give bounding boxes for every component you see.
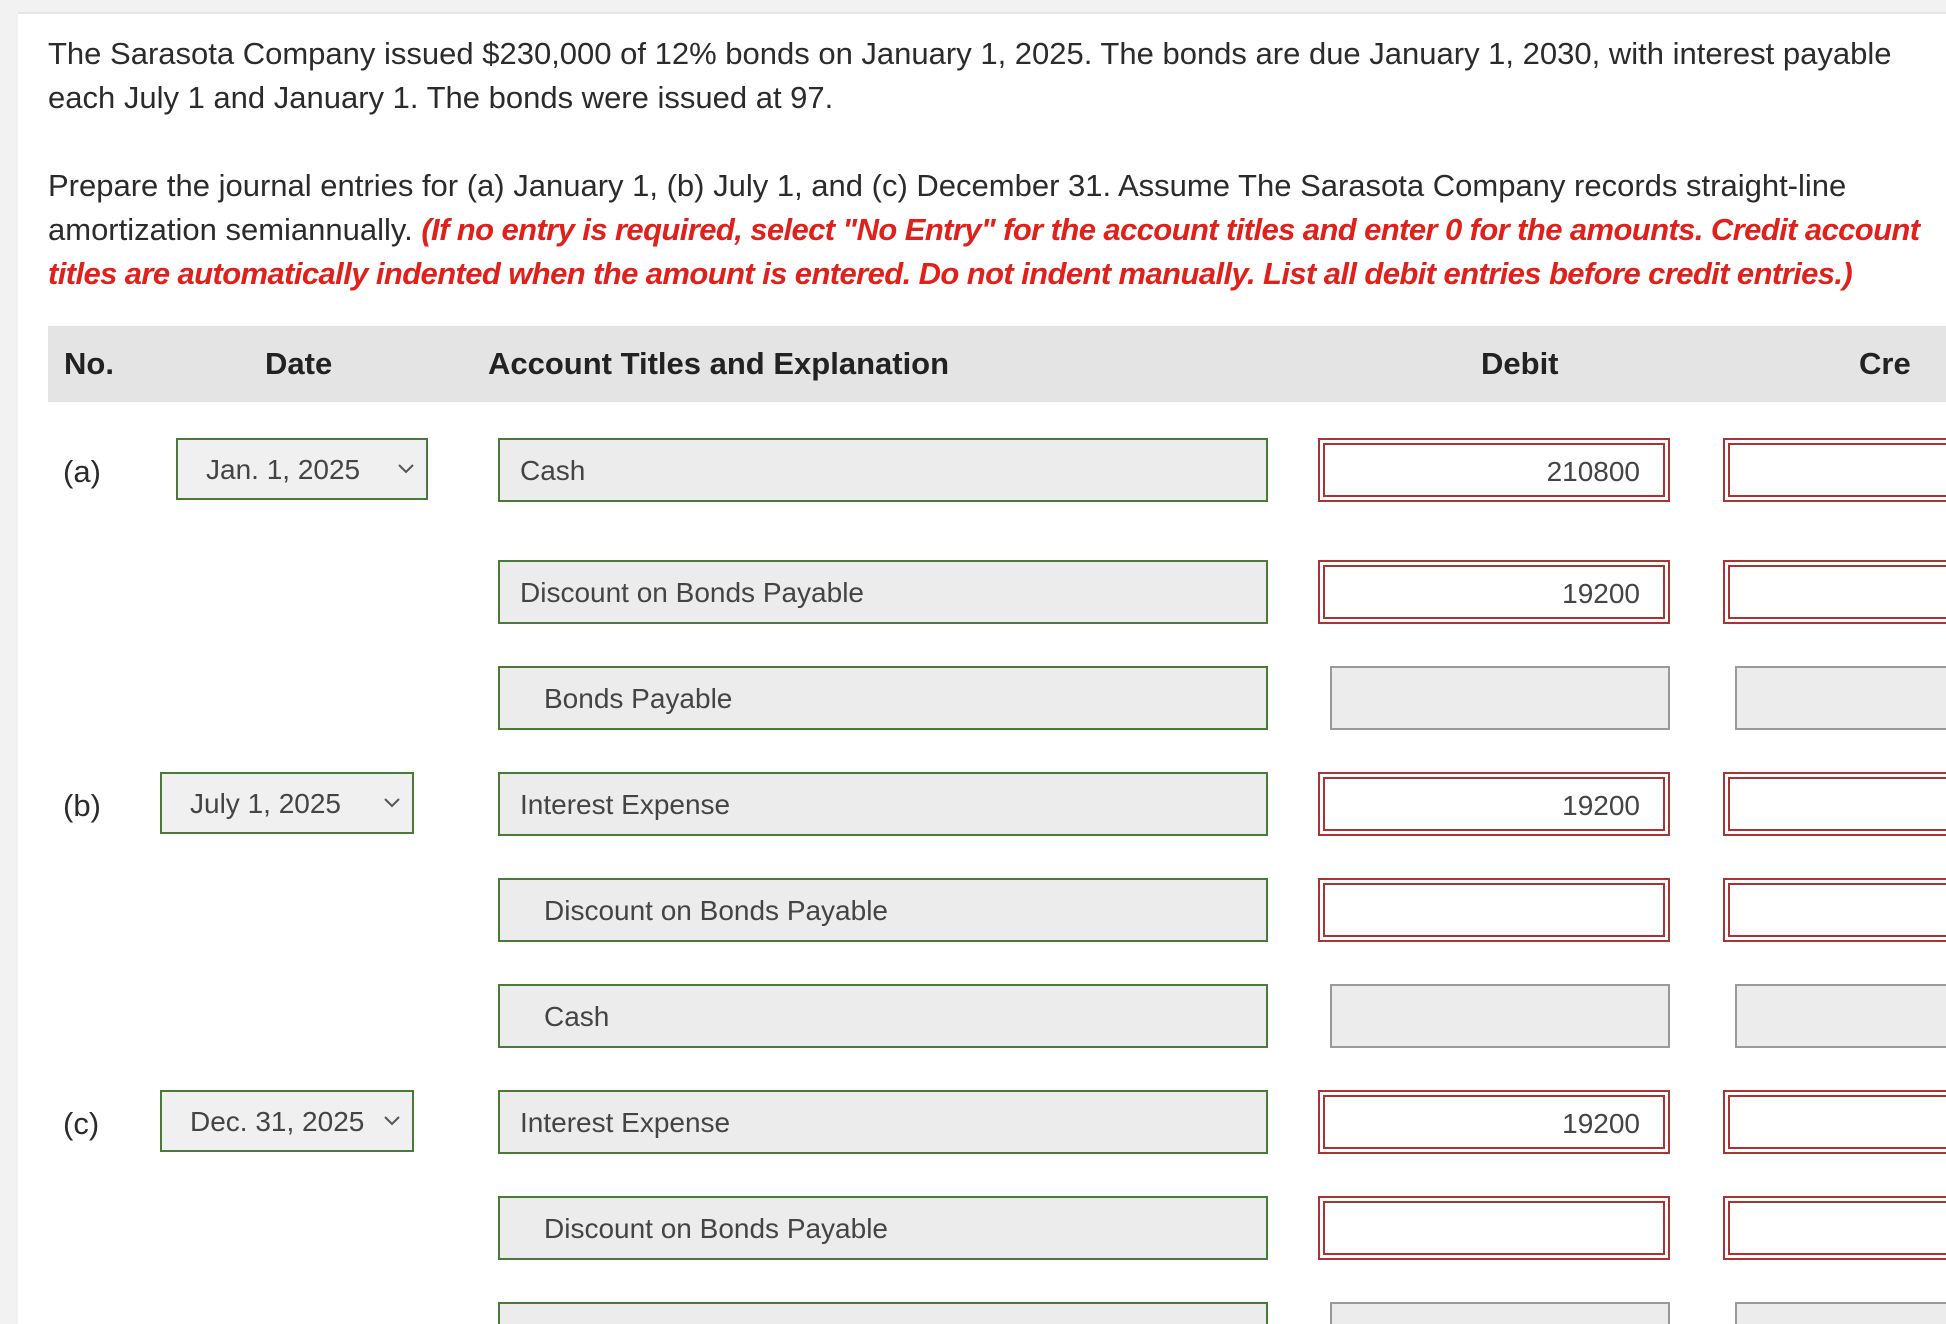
- account-text: Discount on Bonds Payable: [544, 1213, 888, 1244]
- entry-a-line1-credit[interactable]: [1723, 438, 1946, 502]
- problem-statement: The Sarasota Company issued $230,000 of 12% bonds on January 1, 2025. The bonds are due January 1, 2030, with interest payable each July 1 and January 1. The bonds were issued at 97.: [48, 36, 1892, 115]
- entry-c-line1-account[interactable]: [498, 1090, 1268, 1154]
- entry-b-line2-debit[interactable]: [1318, 878, 1670, 942]
- entry-b-line1-account[interactable]: [498, 772, 1268, 836]
- entry-b-label: (b): [63, 788, 101, 823]
- entry-c-line3-debit[interactable]: [1330, 1302, 1670, 1324]
- entry-a-line3-credit[interactable]: [1735, 666, 1946, 730]
- entry-b-line3-debit[interactable]: [1330, 984, 1670, 1048]
- entry-c-date-select[interactable]: [160, 1090, 414, 1152]
- account-text: Interest Expense: [520, 789, 731, 820]
- entry-b-line3-account[interactable]: [498, 984, 1268, 1048]
- debit-value: 210800: [1546, 456, 1640, 487]
- account-text: Bonds Payable: [544, 683, 733, 714]
- entry-c-line1-debit[interactable]: [1318, 1090, 1670, 1154]
- entry-b-line1-credit[interactable]: [1723, 772, 1946, 836]
- account-text: Discount on Bonds Payable: [544, 895, 888, 926]
- page: [18, 12, 1946, 1324]
- entry-c-line3-credit[interactable]: [1735, 1302, 1946, 1324]
- chevron-down-icon: [396, 462, 416, 476]
- chevron-down-icon: [382, 796, 402, 810]
- entry-a-line1-debit[interactable]: [1318, 438, 1670, 502]
- entry-a-line2-account[interactable]: [498, 560, 1268, 624]
- header-date: Date: [265, 346, 333, 381]
- table-header: [48, 326, 1946, 402]
- debit-value: 19200: [1562, 578, 1640, 609]
- header-credit: Cre: [1859, 346, 1911, 381]
- entry-a-line3-debit[interactable]: [1330, 666, 1670, 730]
- entry-a-line2-debit[interactable]: [1318, 560, 1670, 624]
- chevron-down-icon: [382, 1114, 402, 1128]
- entry-b-line2-credit[interactable]: [1723, 878, 1946, 942]
- instructions-text: Prepare the journal entries for (a) January 1, (b) July 1, and (c) December 31. Assume The Sarasota Company records straight-line amortization semiannually.: [48, 168, 1847, 247]
- entry-a-line2-credit[interactable]: [1723, 560, 1946, 624]
- instructions-note: (If no entry is required, select "No Entry" for the account titles and enter 0 for the amounts. Credit account titles are automatically indented when the amount is entered. Do not indent manually. List all debit entries before credit entries.): [48, 212, 1920, 291]
- entry-b-date-select[interactable]: [160, 772, 414, 834]
- entry-c-line3-account[interactable]: [498, 1302, 1268, 1324]
- date-value: Jan. 1, 2025: [206, 454, 361, 485]
- entry-b-line2-account[interactable]: [498, 878, 1268, 942]
- entry-b-line3-credit[interactable]: [1735, 984, 1946, 1048]
- entry-c-line1-credit[interactable]: [1723, 1090, 1946, 1154]
- entry-c-label: (c): [63, 1106, 100, 1141]
- date-value: Dec. 31, 2025: [190, 1106, 365, 1137]
- debit-value: 19200: [1562, 1108, 1640, 1139]
- header-debit: Debit: [1481, 346, 1559, 381]
- date-value: July 1, 2025: [190, 788, 341, 819]
- header-no: No.: [64, 346, 114, 381]
- problem-instructions: [48, 164, 1928, 296]
- account-text: Cash: [520, 455, 586, 486]
- entry-c-line2-account[interactable]: [498, 1196, 1268, 1260]
- account-text: Interest Expense: [520, 1107, 731, 1138]
- account-text: Cash: [544, 1001, 610, 1032]
- entry-c-line2-credit[interactable]: [1723, 1196, 1946, 1260]
- entry-a-date-select[interactable]: [176, 438, 428, 500]
- entry-b-line1-debit[interactable]: [1318, 772, 1670, 836]
- entry-a-line1-account[interactable]: [498, 438, 1268, 502]
- entry-c-line2-debit[interactable]: [1318, 1196, 1670, 1260]
- entry-a-label: (a): [63, 454, 101, 489]
- debit-value: 19200: [1562, 790, 1640, 821]
- header-account: Account Titles and Explanation: [488, 346, 950, 381]
- top-divider: [18, 12, 1946, 14]
- entry-a-line3-account[interactable]: [498, 666, 1268, 730]
- account-text: Discount on Bonds Payable: [520, 577, 864, 608]
